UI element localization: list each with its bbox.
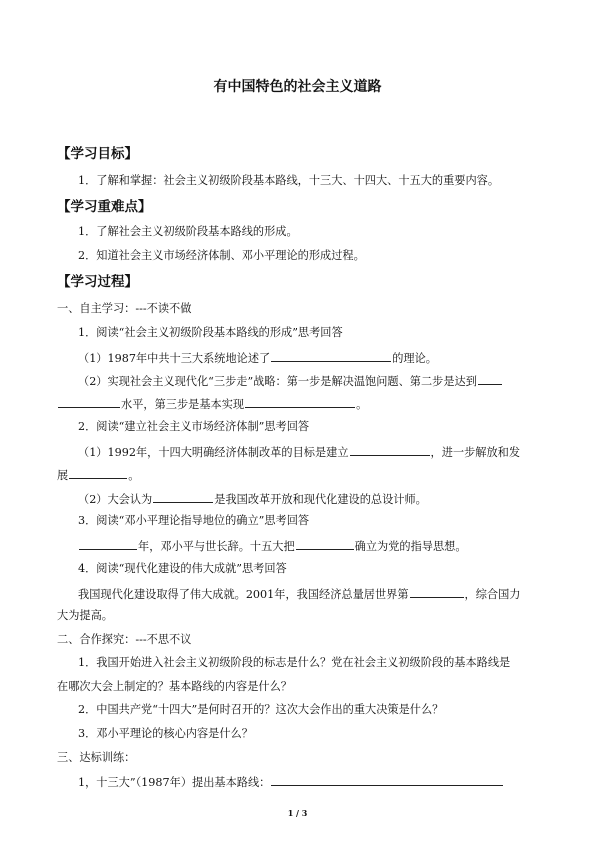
part1-q3: 3．阅读“邓小平理论指导地位的确立”思考回答 <box>78 514 310 527</box>
part1-q4-text: 我国现代化建设取得了伟大成就。2001年，我国经济总量居世界第 ，综合国力 <box>78 588 521 601</box>
fill-blank[interactable] <box>410 586 464 598</box>
fill-blank[interactable] <box>478 373 502 385</box>
fill-blank[interactable] <box>245 396 355 408</box>
goal-item-1: 1．了解和掌握：社会主义初级阶段基本路线，十三大、十四大、十五大的重要内容。 <box>78 174 500 187</box>
part1-q2-1: （1）1992年，十四大明确经济体制改革的目标是建立 ，进一步解放和发 <box>78 446 521 459</box>
fill-blank[interactable] <box>69 467 127 479</box>
section-heading-process: 【学习过程】 <box>57 274 138 290</box>
part1-q2: 2．阅读“建立社会主义市场经济体制”思考回答 <box>78 420 310 433</box>
fill-blank[interactable] <box>350 444 430 456</box>
part2-q1-cont: 在哪次大会上制定的？基本路线的内容是什么？ <box>57 680 292 693</box>
key-item-2: 2．知道社会主义市场经济体制、邓小平理论的形成过程。 <box>78 249 365 262</box>
fill-blank[interactable] <box>153 491 213 503</box>
part1-q4-cont: 大为提高。 <box>57 609 113 622</box>
part3-q1: 1，十三大”（1987年）提出基本路线： <box>78 774 504 790</box>
part1-q1-2: （2）实现社会主义现代化“三步走”战略：第一步是解决温饱问题、第二步是达到 <box>78 373 503 389</box>
part1-q2-2: （2）大会认为 是我国改革开放和现代化建设的总设计师。 <box>78 493 427 506</box>
part1-q1-1: （1）1987年中共十三大系统地论述了 的理论。 <box>78 352 437 365</box>
page-title: 有中国特色的社会主义道路 <box>213 79 382 95</box>
part3-heading: 三、达标训练： <box>57 751 136 764</box>
section-heading-key-points: 【学习重难点】 <box>57 199 152 215</box>
part2-heading: 二、合作探究：---不思不议 <box>57 633 192 646</box>
part1-q4: 4．阅读“现代化建设的伟大成就”思考回答 <box>78 562 287 575</box>
part1-q1-2-cont: 水平，第三步是基本实现 。 <box>57 396 367 412</box>
fill-blank[interactable] <box>296 538 354 550</box>
part2-q1: 1．我国开始进入社会主义初级阶段的标志是什么？党在社会主义初级阶段的基本路线是 <box>78 656 511 669</box>
fill-blank[interactable] <box>79 538 137 550</box>
part2-q2: 2．中国共产党“十四大”是何时召开的？这次大会作出的重大决策是什么？ <box>78 703 444 716</box>
fill-blank[interactable] <box>271 774 503 786</box>
part1-q2-1-cont: 展 。 <box>57 469 140 482</box>
key-item-1: 1．了解社会主义初级阶段基本路线的形成。 <box>78 225 298 238</box>
part1-q3-text: 年，邓小平与世长辞。十五大把 确立为党的指导思想。 <box>78 538 467 554</box>
part1-heading: 一、自主学习：---不读不做 <box>57 302 192 315</box>
page-number: 1 / 3 <box>287 808 308 818</box>
fill-blank[interactable] <box>271 350 391 362</box>
part1-q1: 1．阅读“社会主义初级阶段基本路线的形成”思考回答 <box>78 326 343 339</box>
part2-q3: 3．邓小平理论的核心内容是什么？ <box>78 727 253 740</box>
section-heading-goals: 【学习目标】 <box>57 146 138 162</box>
fill-blank[interactable] <box>58 396 120 408</box>
